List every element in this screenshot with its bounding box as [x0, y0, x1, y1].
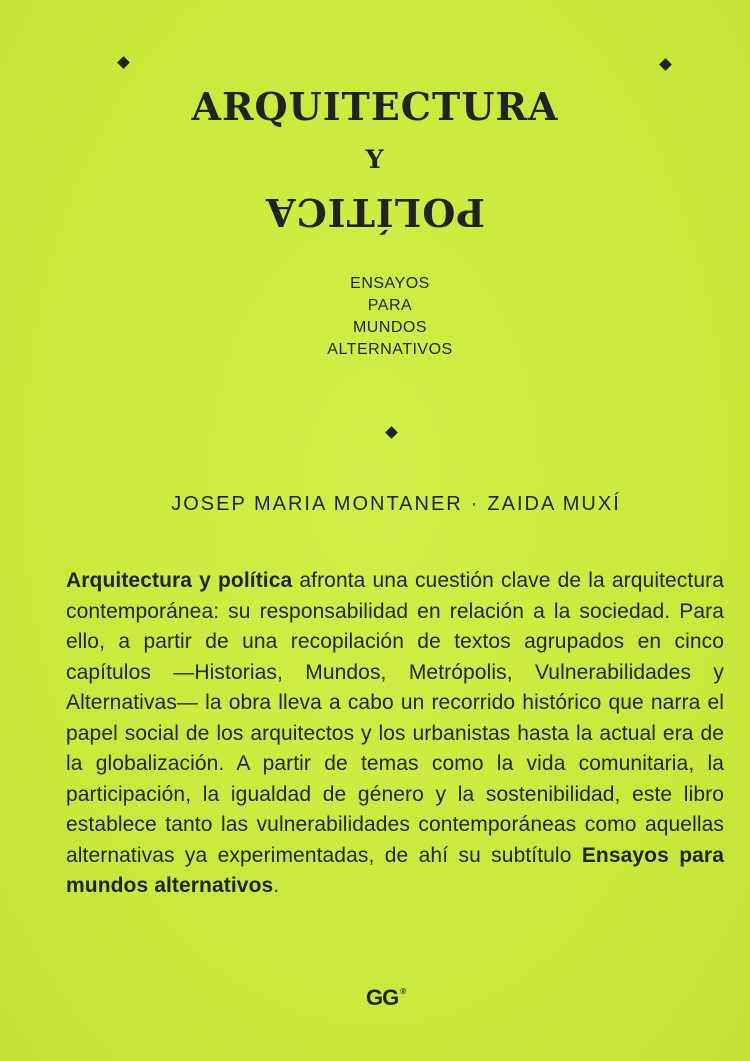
- diamond-ornament-icon: [385, 426, 398, 439]
- publisher-logo-text: GG: [366, 985, 399, 1010]
- subtitle-line: ALTERNATIVOS: [327, 341, 453, 358]
- author-name: JOSEP MARIA MONTANER: [171, 493, 463, 515]
- description-paragraph: [66, 566, 724, 902]
- authors-line: [0, 493, 750, 516]
- publisher-logo: [366, 985, 406, 1011]
- subtitle-line: MUNDOS: [352, 319, 428, 336]
- subtitle-line: PARA: [367, 297, 413, 314]
- description-lead-bold: Arquitectura y política: [66, 569, 293, 592]
- title-line-2: Y: [365, 145, 385, 174]
- title-line-3-inverted: POLÍTICA: [265, 190, 485, 235]
- author-separator: ·: [470, 493, 480, 515]
- description-tail-bold: Ensayos para mundos alternativos: [66, 843, 724, 897]
- subtitle-line: ENSAYOS: [350, 275, 430, 292]
- diamond-ornament-icon: [659, 58, 672, 71]
- title-line-1: ARQUITECTURA: [191, 84, 559, 129]
- description-body: afronta una cuestión clave de la arquitectura contemporánea: su responsabilidad en relación a la sociedad. Para ello, a partir de una recopilación de textos agrupados en cinco capítulos —Historias, Mundos, Metrópolis, Vulnerabilidades y Alternativas— la obra lleva a cabo un recorrido histórico que narra el papel social de los arquitectos y los urbanistas hasta la actual era de la globalización. A partir de temas como la vida comunitaria, la participación, la igualdad de género y la sostenibilidad, este libro establece tanto las vulnerabilidades contemporáneas como aquellas alternativas ya experimentadas, de ahí su subtítulo: [66, 569, 724, 867]
- registered-mark: ®: [400, 987, 406, 996]
- diamond-ornament-icon: [117, 56, 130, 69]
- description-end: .: [273, 874, 280, 897]
- author-name: ZAIDA MUXÍ: [487, 493, 621, 515]
